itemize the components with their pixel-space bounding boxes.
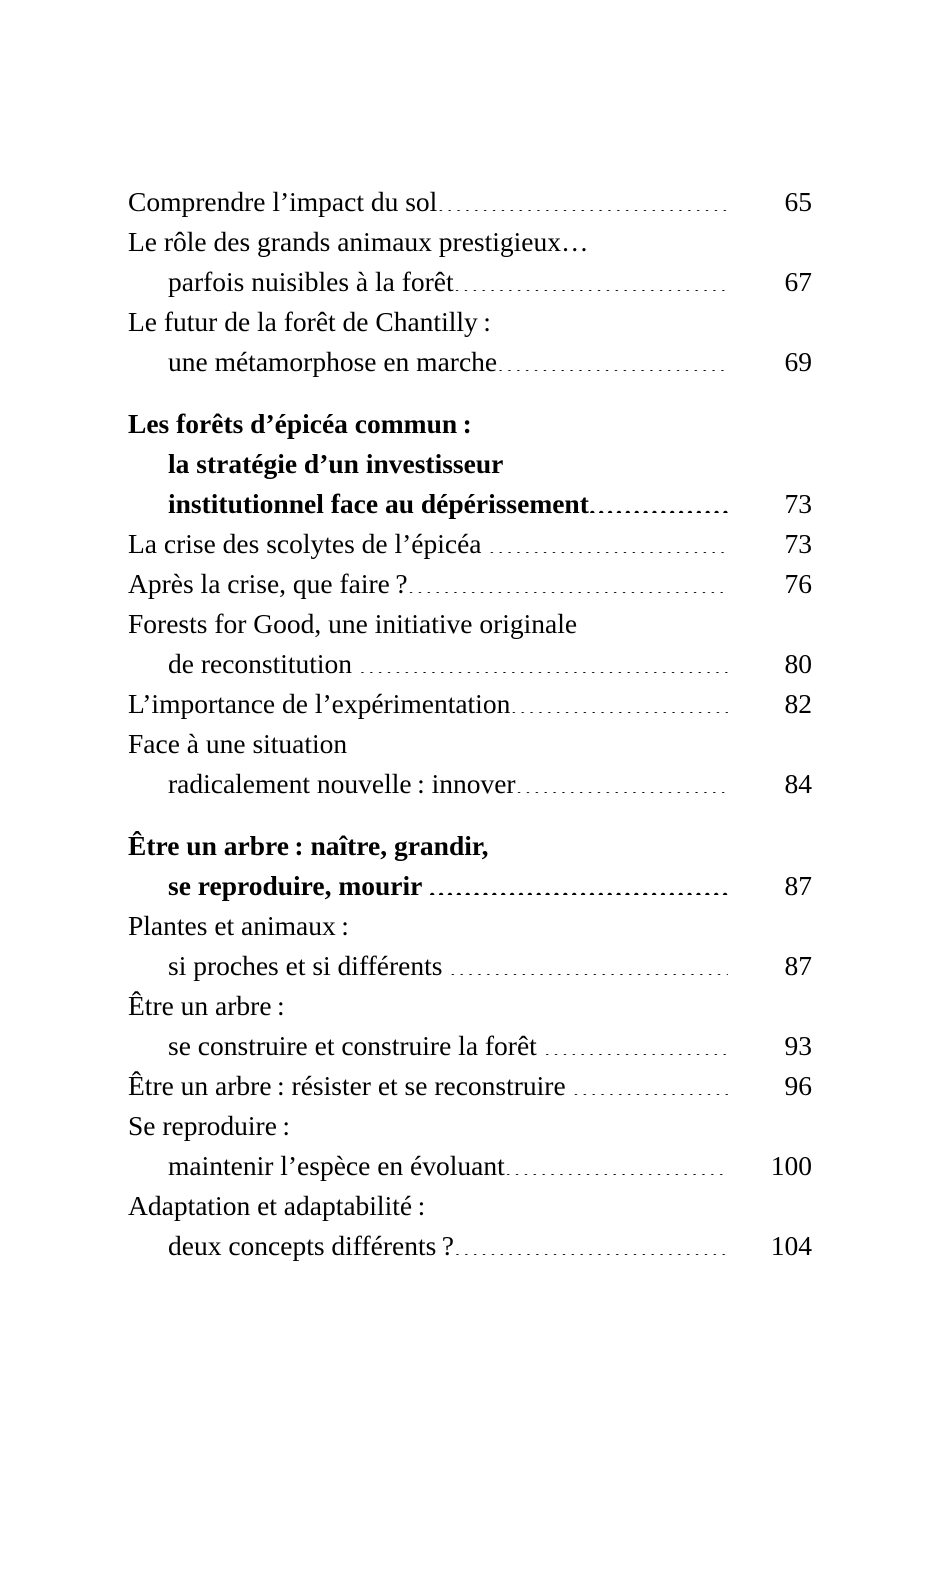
dot-leader <box>589 224 729 252</box>
toc-entry-title: Être un arbre : <box>128 990 285 1021</box>
dot-leader <box>589 486 728 514</box>
toc-entry-title: parfois nuisibles à la forêt <box>168 266 454 297</box>
toc-page-number: 73 <box>784 528 812 559</box>
toc-entry-title: Les forêts d’épicéa commun : <box>128 408 472 439</box>
toc-entry[interactable] <box>128 404 812 524</box>
toc-entry[interactable] <box>128 906 812 986</box>
toc-line <box>128 404 812 444</box>
toc-line <box>128 342 812 382</box>
dot-leader <box>472 406 728 434</box>
toc-line <box>128 604 812 644</box>
dot-leader <box>437 184 728 212</box>
dot-leader <box>429 868 728 896</box>
toc-page-number: 65 <box>784 186 812 217</box>
toc-entry-title: se reproduire, mourir <box>168 870 429 901</box>
toc-entry[interactable] <box>128 182 812 222</box>
toc-entry[interactable] <box>128 684 812 724</box>
toc-page-number: 82 <box>784 688 812 719</box>
toc-entry[interactable] <box>128 604 812 684</box>
dot-leader <box>488 828 728 856</box>
dot-leader <box>510 686 728 714</box>
toc-line <box>128 484 812 524</box>
toc-entry-title: la stratégie d’un investisseur <box>168 448 504 479</box>
toc-entry-title: une métamorphose en marche <box>168 346 498 377</box>
toc-line <box>128 1106 812 1146</box>
toc-page-number: 67 <box>784 266 812 297</box>
toc-line <box>128 1066 812 1106</box>
toc-entry-title: Plantes et animaux : <box>128 910 349 941</box>
toc-entry[interactable] <box>128 986 812 1066</box>
toc-page-number: 76 <box>784 568 812 599</box>
toc-entry-title: maintenir l’espèce en évoluant <box>168 1150 505 1181</box>
toc-line <box>128 182 812 222</box>
toc-entry-title: de reconstitution <box>168 648 359 679</box>
toc-line <box>128 1186 812 1226</box>
dot-leader <box>290 1108 728 1136</box>
dot-leader <box>425 1188 728 1216</box>
toc-page-number: 93 <box>784 1030 812 1061</box>
dot-leader <box>544 1028 728 1056</box>
toc-line <box>128 826 812 866</box>
toc-entry-title: Face à une situation <box>128 728 348 759</box>
toc-line <box>128 302 812 342</box>
toc-line <box>128 1226 812 1266</box>
toc-line <box>128 1146 812 1186</box>
toc-entry-title: deux concepts différents ? <box>168 1230 454 1261</box>
toc-entry[interactable] <box>128 1106 812 1186</box>
toc-entry[interactable] <box>128 826 812 906</box>
toc-entry-title: La crise des scolytes de l’épicéa <box>128 528 489 559</box>
toc-entry-title: Forests for Good, une initiative originale <box>128 608 578 639</box>
toc-page-number: 100 <box>770 1150 812 1181</box>
table-of-contents <box>128 182 812 1266</box>
toc-entry[interactable] <box>128 1066 812 1106</box>
toc-line <box>128 262 812 302</box>
toc-page-number: 87 <box>784 870 812 901</box>
toc-line <box>128 906 812 946</box>
toc-entry-title: Après la crise, que faire ? <box>128 568 408 599</box>
toc-line <box>128 524 812 564</box>
toc-page-number: 96 <box>784 1070 812 1101</box>
toc-entry[interactable] <box>128 222 812 302</box>
toc-line <box>128 684 812 724</box>
toc-entry-title: Le rôle des grands animaux prestigieux… <box>128 226 589 257</box>
toc-line <box>128 724 812 764</box>
toc-entry-title: Adaptation et adaptabilité : <box>128 1190 426 1221</box>
dot-leader <box>503 446 728 474</box>
dot-leader <box>516 766 728 794</box>
toc-page-number: 104 <box>770 1230 812 1261</box>
toc-entry[interactable] <box>128 302 812 382</box>
toc-page-number: 80 <box>784 648 812 679</box>
dot-leader <box>408 566 728 594</box>
dot-leader <box>497 344 728 372</box>
toc-entry[interactable] <box>128 524 812 564</box>
toc-entry-title: radicalement nouvelle : innover <box>168 768 516 799</box>
toc-line <box>128 564 812 604</box>
dot-leader <box>449 948 728 976</box>
toc-entry-title: Comprendre l’impact du sol <box>128 186 438 217</box>
toc-entry-title: L’importance de l’expérimentation <box>128 688 511 719</box>
toc-line <box>128 764 812 804</box>
dot-leader <box>573 1068 728 1096</box>
toc-entry[interactable] <box>128 564 812 604</box>
dot-leader <box>347 726 728 754</box>
toc-entry-title: Être un arbre : résister et se reconstruire <box>128 1070 573 1101</box>
dot-leader <box>359 646 728 674</box>
dot-leader <box>454 1228 728 1256</box>
toc-line <box>128 946 812 986</box>
dot-leader <box>454 264 728 292</box>
dot-leader <box>577 606 728 634</box>
toc-page-number: 73 <box>784 488 812 519</box>
toc-line <box>128 644 812 684</box>
toc-entry[interactable] <box>128 1186 812 1266</box>
dot-leader <box>349 908 728 936</box>
toc-entry[interactable] <box>128 724 812 804</box>
dot-leader <box>285 988 728 1016</box>
toc-entry-title: Être un arbre : naître, grandir, <box>128 830 489 861</box>
toc-page-number: 87 <box>784 950 812 981</box>
toc-page-number: 69 <box>784 346 812 377</box>
toc-entry-title: institutionnel face au dépérissement <box>168 488 589 519</box>
dot-leader <box>505 1148 728 1176</box>
toc-entry-title: si proches et si différents <box>168 950 450 981</box>
toc-page-number: 84 <box>784 768 812 799</box>
toc-line <box>128 986 812 1026</box>
toc-line <box>128 444 812 484</box>
toc-line <box>128 222 812 262</box>
dot-leader <box>488 526 728 554</box>
toc-entry-title: se construire et construire la forêt <box>168 1030 544 1061</box>
toc-line <box>128 866 812 906</box>
toc-entry-title: Se reproduire : <box>128 1110 291 1141</box>
toc-line <box>128 1026 812 1066</box>
toc-entry-title: Le futur de la forêt de Chantilly : <box>128 306 491 337</box>
dot-leader <box>491 304 728 332</box>
